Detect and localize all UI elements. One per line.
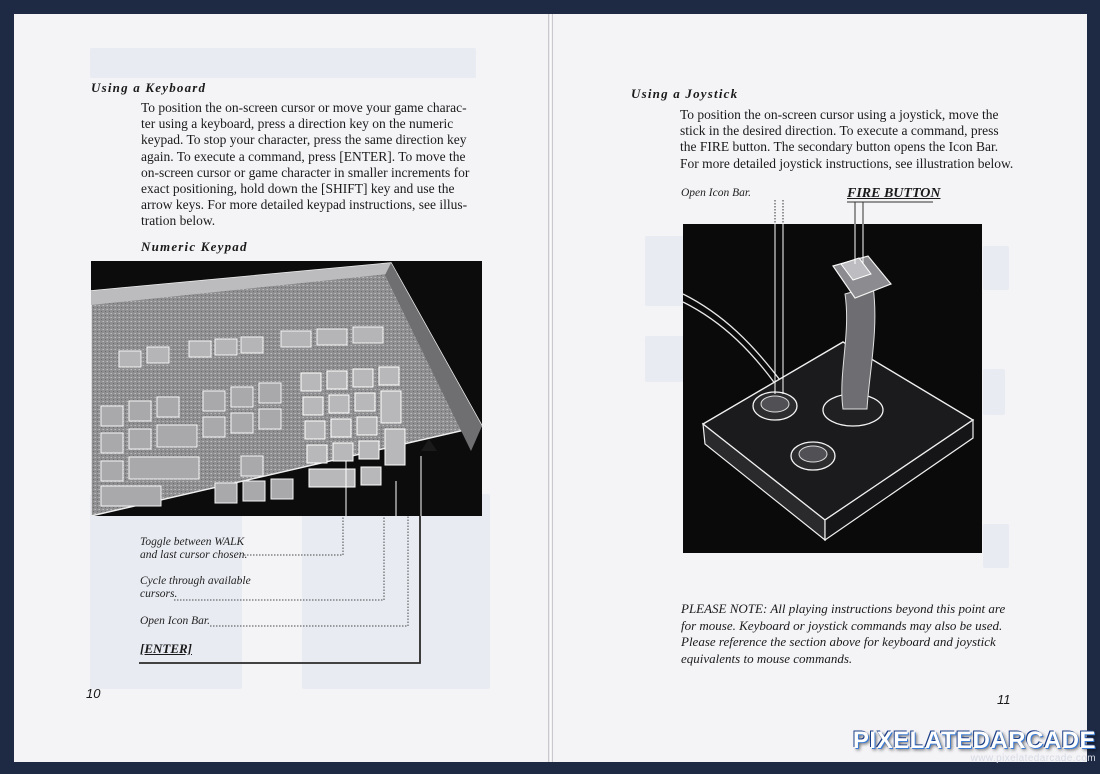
page-number-left: 10 (86, 686, 101, 701)
keyboard-line: tration below. (141, 213, 216, 229)
keyboard-heading: Using a Keyboard (91, 80, 207, 95)
please-note-paragraph (681, 601, 1017, 667)
callout-toggle-walk (140, 536, 247, 561)
callout-cycle-cursors (140, 575, 251, 600)
joystick-heading: Using a Joystick (631, 86, 739, 101)
callout-text: Cycle through available (140, 575, 251, 587)
callout-text: Toggle between WALK (140, 536, 245, 548)
note-line: Please reference the section above for keyboard and joystick (681, 634, 996, 649)
note-line: for mouse. Keyboard or joystick commands may also be used. (681, 617, 1003, 633)
watermark (853, 729, 1096, 764)
callout-fire-button: FIRE BUTTON (847, 186, 941, 201)
keyboard-line: on-screen cursor or game character in smaller increments for (141, 164, 470, 180)
watermark-brand: PIXELATEDARCADE (852, 727, 1096, 754)
callout-open-icon-bar-joystick: Open Icon Bar. (681, 187, 751, 199)
note-line: equivalents to mouse commands. (681, 650, 853, 666)
note-line: PLEASE NOTE: All playing instructions beyond this point are (681, 601, 1006, 616)
right-page (552, 14, 1087, 762)
keyboard-line: exact positioning, hold down the [SHIFT] key and use the (141, 181, 455, 197)
keyboard-line: arrow keys. For more detailed keypad instructions, see illus- (141, 197, 468, 213)
watermark-url: www.pixelatedarcade.com (970, 753, 1096, 764)
keyboard-line: To position the on-screen cursor or move your game charac- (141, 100, 467, 115)
callout-open-icon-bar: Open Icon Bar. (140, 615, 210, 627)
callout-enter: [ENTER] (140, 641, 192, 656)
callout-text: and last cursor chosen. (140, 548, 248, 561)
joystick-line: To position the on-screen cursor using a joystick, move the (680, 107, 999, 122)
joystick-line: the FIRE button. The secondary button opens the Icon Bar. (680, 139, 999, 155)
joystick-line: stick in the desired direction. To execute a command, press (680, 123, 999, 139)
joystick-line: For more detailed joystick instructions, see illustration below. (680, 155, 1014, 171)
keypad-heading: Numeric Keypad (141, 239, 248, 254)
page-number-right: 11 (997, 692, 1011, 707)
left-page (14, 14, 549, 762)
keyboard-line: ter using a keyboard, press a direction key on the numeric (141, 116, 454, 132)
keyboard-line: again. To execute a command, press [ENTER]. To move the (141, 148, 466, 164)
keyboard-leader-lines (14, 14, 548, 762)
keyboard-line: keypad. To stop your character, press the same direction key (141, 132, 467, 148)
callout-text: cursors. (140, 587, 178, 600)
